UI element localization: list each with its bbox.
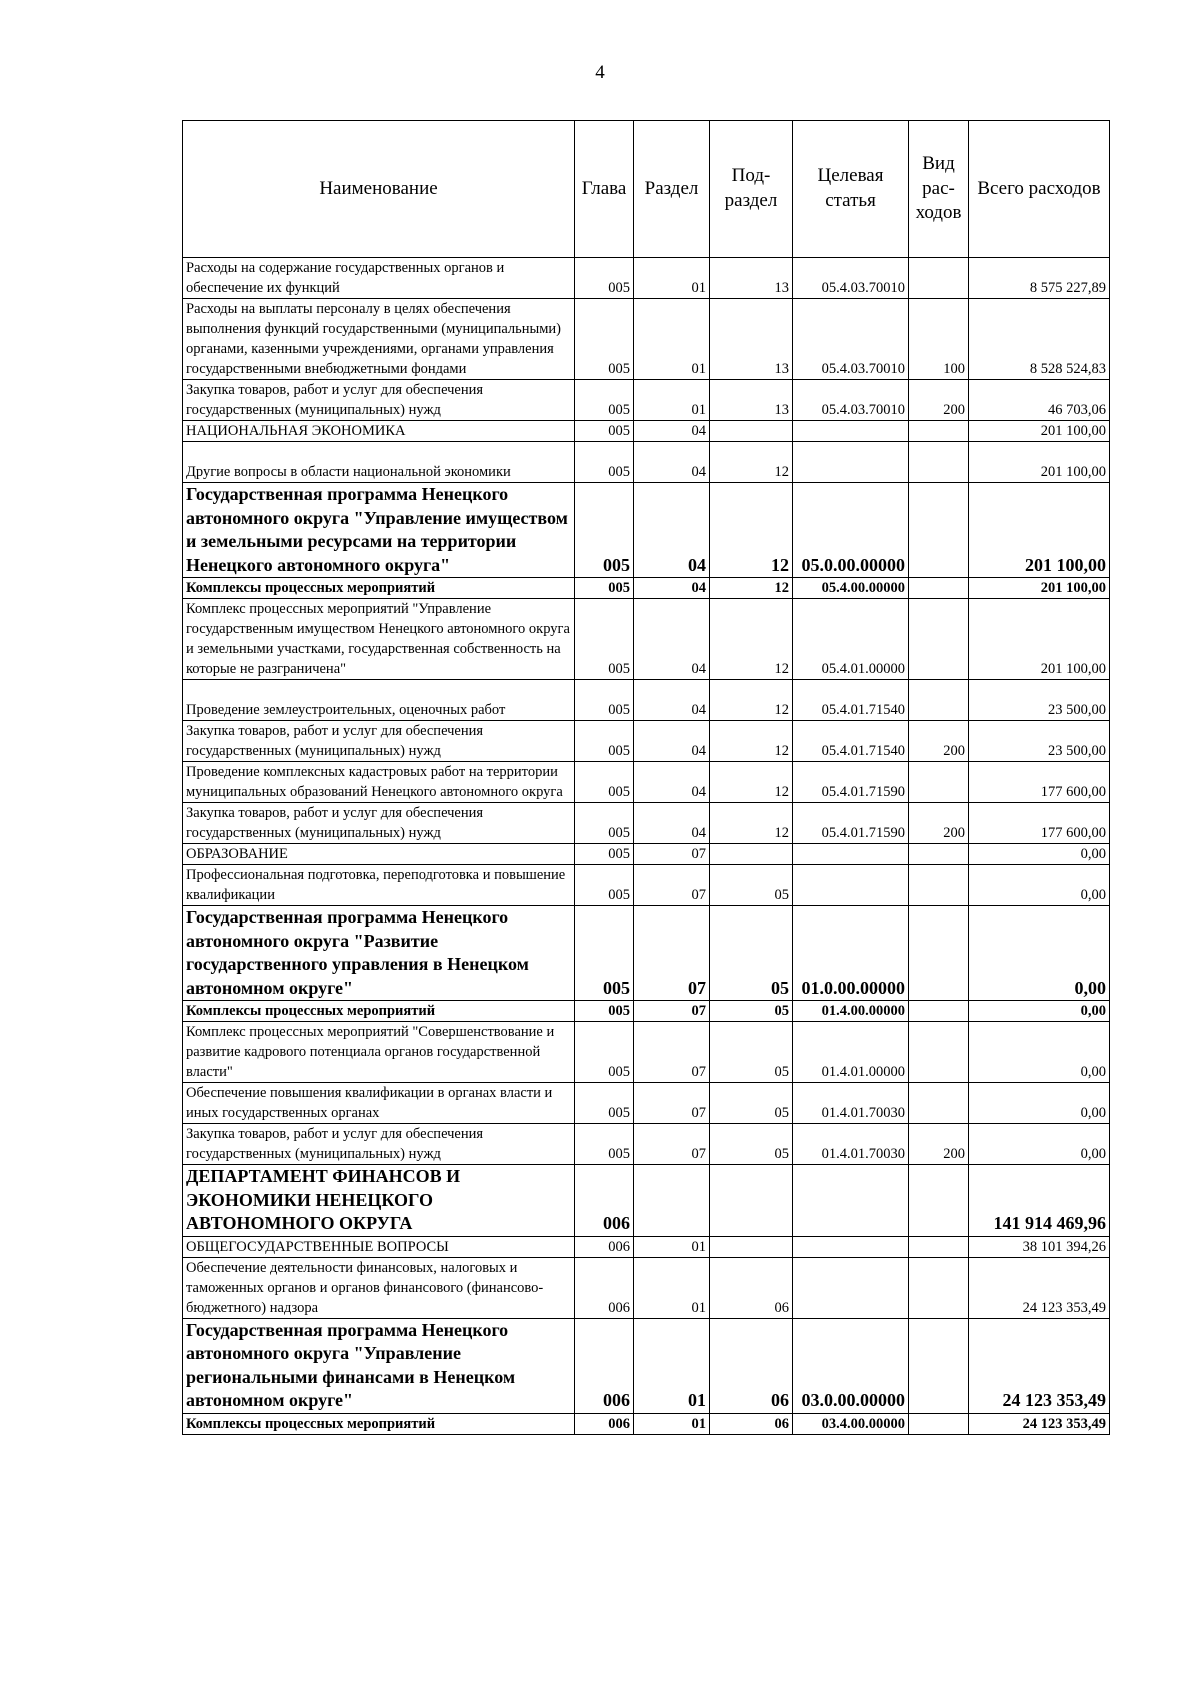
cell-podrazdel: 05 [710, 1124, 793, 1165]
cell-target: 05.4.01.71590 [793, 762, 909, 803]
cell-razdel: 01 [634, 1318, 710, 1413]
cell-target: 05.4.01.71540 [793, 680, 909, 721]
cell-target: 05.4.01.00000 [793, 599, 909, 680]
cell-vid [909, 865, 969, 906]
cell-total: 0,00 [969, 1001, 1110, 1022]
cell-total: 23 500,00 [969, 721, 1110, 762]
cell-glava: 005 [575, 258, 634, 299]
cell-vid: 200 [909, 1124, 969, 1165]
cell-total: 201 100,00 [969, 599, 1110, 680]
cell-podrazdel: 13 [710, 299, 793, 380]
cell-glava: 005 [575, 680, 634, 721]
table-row [183, 844, 1110, 865]
cell-glava: 005 [575, 1083, 634, 1124]
cell-vid [909, 1236, 969, 1257]
cell-total: 201 100,00 [969, 578, 1110, 599]
cell-name: ДЕПАРТАМЕНТ ФИНАНСОВ И ЭКОНОМИКИ НЕНЕЦКОГО АВТОНОМНОГО ОКРУГА [183, 1165, 575, 1237]
cell-razdel: 07 [634, 1001, 710, 1022]
cell-total: 38 101 394,26 [969, 1236, 1110, 1257]
cell-vid [909, 1318, 969, 1413]
header-razdel: Раздел [634, 121, 710, 258]
cell-razdel: 01 [634, 258, 710, 299]
cell-target: 03.0.00.00000 [793, 1318, 909, 1413]
cell-total: 177 600,00 [969, 803, 1110, 844]
cell-target [793, 1236, 909, 1257]
cell-glava: 005 [575, 483, 634, 578]
cell-name: Государственная программа Ненецкого автономного округа "Управление региональными финансами в Ненецком автономном округе" [183, 1318, 575, 1413]
table-row [183, 1001, 1110, 1022]
table-row [183, 380, 1110, 421]
cell-total: 201 100,00 [969, 442, 1110, 483]
cell-name: Закупка товаров, работ и услуг для обеспечения государственных (муниципальных) нужд [183, 1124, 575, 1165]
cell-target: 05.4.00.00000 [793, 578, 909, 599]
cell-name: Закупка товаров, работ и услуг для обеспечения государственных (муниципальных) нужд [183, 803, 575, 844]
cell-target: 01.4.01.70030 [793, 1083, 909, 1124]
cell-podrazdel [710, 1165, 793, 1237]
cell-glava: 006 [575, 1257, 634, 1318]
cell-razdel: 07 [634, 865, 710, 906]
cell-target [793, 844, 909, 865]
cell-glava: 005 [575, 1124, 634, 1165]
cell-vid: 200 [909, 380, 969, 421]
cell-vid [909, 844, 969, 865]
cell-podrazdel: 12 [710, 803, 793, 844]
cell-razdel: 04 [634, 442, 710, 483]
table-row [183, 1318, 1110, 1413]
cell-name: Профессиональная подготовка, переподготовка и повышение квалификации [183, 865, 575, 906]
table-row [183, 721, 1110, 762]
header-total: Всего расходов [969, 121, 1110, 258]
cell-podrazdel: 13 [710, 258, 793, 299]
cell-vid [909, 258, 969, 299]
cell-target: 01.4.00.00000 [793, 1001, 909, 1022]
cell-razdel: 04 [634, 599, 710, 680]
cell-podrazdel: 12 [710, 680, 793, 721]
cell-name: НАЦИОНАЛЬНАЯ ЭКОНОМИКА [183, 421, 575, 442]
cell-razdel: 04 [634, 421, 710, 442]
cell-podrazdel: 06 [710, 1318, 793, 1413]
header-podrazdel: Под- раздел [710, 121, 793, 258]
cell-name: ОБЩЕГОСУДАРСТВЕННЫЕ ВОПРОСЫ [183, 1236, 575, 1257]
cell-target [793, 421, 909, 442]
cell-razdel: 07 [634, 906, 710, 1001]
cell-vid [909, 1022, 969, 1083]
cell-podrazdel: 05 [710, 906, 793, 1001]
cell-name: Другие вопросы в области национальной экономики [183, 442, 575, 483]
cell-podrazdel: 12 [710, 762, 793, 803]
cell-vid [909, 1083, 969, 1124]
cell-razdel: 04 [634, 578, 710, 599]
table-row [183, 258, 1110, 299]
cell-vid: 200 [909, 803, 969, 844]
cell-total: 8 575 227,89 [969, 258, 1110, 299]
cell-target: 01.0.00.00000 [793, 906, 909, 1001]
cell-total: 0,00 [969, 1022, 1110, 1083]
cell-total: 0,00 [969, 1083, 1110, 1124]
cell-glava: 005 [575, 599, 634, 680]
cell-podrazdel: 13 [710, 380, 793, 421]
cell-total: 8 528 524,83 [969, 299, 1110, 380]
cell-total: 23 500,00 [969, 680, 1110, 721]
cell-name: Комплекс процессных мероприятий "Управление государственным имуществом Ненецкого автономного округа и земельными участками, государственная собственность на которые не разграничена" [183, 599, 575, 680]
cell-name: Проведение землеустроительных, оценочных работ [183, 680, 575, 721]
cell-podrazdel: 05 [710, 1022, 793, 1083]
table-row [183, 865, 1110, 906]
cell-vid [909, 483, 969, 578]
cell-name: Государственная программа Ненецкого автономного округа "Развитие государственного управления в Ненецком автономном округе" [183, 906, 575, 1001]
cell-glava: 005 [575, 578, 634, 599]
cell-total: 177 600,00 [969, 762, 1110, 803]
cell-total: 201 100,00 [969, 483, 1110, 578]
table-row [183, 421, 1110, 442]
cell-target: 05.4.03.70010 [793, 380, 909, 421]
cell-target: 01.4.01.00000 [793, 1022, 909, 1083]
table-body [183, 258, 1110, 1435]
cell-name: ОБРАЗОВАНИЕ [183, 844, 575, 865]
table-row [183, 299, 1110, 380]
cell-vid [909, 1413, 969, 1434]
cell-glava: 006 [575, 1318, 634, 1413]
cell-podrazdel [710, 844, 793, 865]
cell-glava: 005 [575, 1022, 634, 1083]
cell-glava: 005 [575, 421, 634, 442]
cell-target: 05.4.01.71540 [793, 721, 909, 762]
table-row [183, 442, 1110, 483]
cell-glava: 005 [575, 803, 634, 844]
cell-podrazdel: 05 [710, 865, 793, 906]
cell-razdel: 01 [634, 1413, 710, 1434]
cell-podrazdel: 06 [710, 1257, 793, 1318]
table-row [183, 1165, 1110, 1237]
cell-vid [909, 680, 969, 721]
cell-glava: 006 [575, 1236, 634, 1257]
table-header-row [183, 121, 1110, 258]
cell-name: Проведение комплексных кадастровых работ на территории муниципальных образований Ненецкого автономного округа [183, 762, 575, 803]
cell-razdel: 04 [634, 680, 710, 721]
table-row [183, 680, 1110, 721]
cell-vid [909, 1165, 969, 1237]
cell-name: Комплексы процессных мероприятий [183, 1413, 575, 1434]
cell-total: 46 703,06 [969, 380, 1110, 421]
cell-glava: 005 [575, 906, 634, 1001]
cell-vid [909, 578, 969, 599]
table-row [183, 1124, 1110, 1165]
cell-vid [909, 906, 969, 1001]
cell-razdel: 01 [634, 1257, 710, 1318]
header-glava: Глава [575, 121, 634, 258]
table-row [183, 1083, 1110, 1124]
cell-target [793, 1165, 909, 1237]
cell-razdel: 07 [634, 1124, 710, 1165]
cell-razdel: 07 [634, 844, 710, 865]
table-row [183, 599, 1110, 680]
cell-target [793, 865, 909, 906]
cell-podrazdel: 12 [710, 599, 793, 680]
cell-name: Обеспечение повышения квалификации в органах власти и иных государственных органах [183, 1083, 575, 1124]
cell-total: 24 123 353,49 [969, 1257, 1110, 1318]
cell-target: 01.4.01.70030 [793, 1124, 909, 1165]
cell-total: 141 914 469,96 [969, 1165, 1110, 1237]
page-number: 4 [595, 62, 605, 83]
cell-razdel: 01 [634, 1236, 710, 1257]
cell-glava: 005 [575, 299, 634, 380]
cell-total: 24 123 353,49 [969, 1318, 1110, 1413]
table-row [183, 803, 1110, 844]
cell-podrazdel: 12 [710, 721, 793, 762]
cell-vid [909, 762, 969, 803]
cell-vid [909, 1257, 969, 1318]
cell-name: Государственная программа Ненецкого автономного округа "Управление имуществом и земельными ресурсами на территории Ненецкого автономного округа" [183, 483, 575, 578]
cell-total: 0,00 [969, 844, 1110, 865]
cell-vid: 100 [909, 299, 969, 380]
cell-podrazdel [710, 421, 793, 442]
cell-glava: 005 [575, 762, 634, 803]
table-row [183, 906, 1110, 1001]
cell-glava: 005 [575, 865, 634, 906]
cell-name: Закупка товаров, работ и услуг для обеспечения государственных (муниципальных) нужд [183, 721, 575, 762]
cell-razdel: 07 [634, 1083, 710, 1124]
cell-vid [909, 1001, 969, 1022]
cell-total: 0,00 [969, 865, 1110, 906]
cell-target: 05.4.03.70010 [793, 258, 909, 299]
cell-podrazdel: 06 [710, 1413, 793, 1434]
cell-vid: 200 [909, 721, 969, 762]
cell-total: 0,00 [969, 1124, 1110, 1165]
cell-razdel: 04 [634, 483, 710, 578]
cell-glava: 005 [575, 1001, 634, 1022]
header-vid: Вид рас- ходов [909, 121, 969, 258]
table-row [183, 1413, 1110, 1434]
cell-target: 05.4.03.70010 [793, 299, 909, 380]
cell-total: 0,00 [969, 906, 1110, 1001]
cell-target [793, 1257, 909, 1318]
header-name: Наименование [183, 121, 575, 258]
table-row [183, 1236, 1110, 1257]
cell-name: Комплексы процессных мероприятий [183, 1001, 575, 1022]
cell-podrazdel: 05 [710, 1001, 793, 1022]
cell-name: Комплекс процессных мероприятий "Совершенствование и развитие кадрового потенциала органов государственной власти" [183, 1022, 575, 1083]
cell-razdel: 01 [634, 380, 710, 421]
cell-total: 24 123 353,49 [969, 1413, 1110, 1434]
cell-target: 05.0.00.00000 [793, 483, 909, 578]
cell-podrazdel: 12 [710, 578, 793, 599]
cell-razdel: 01 [634, 299, 710, 380]
cell-vid [909, 599, 969, 680]
table-row [183, 578, 1110, 599]
cell-razdel [634, 1165, 710, 1237]
cell-podrazdel: 05 [710, 1083, 793, 1124]
cell-podrazdel [710, 1236, 793, 1257]
cell-target: 03.4.00.00000 [793, 1413, 909, 1434]
cell-vid [909, 442, 969, 483]
cell-glava: 005 [575, 844, 634, 865]
cell-razdel: 04 [634, 762, 710, 803]
cell-name: Расходы на содержание государственных органов и обеспечение их функций [183, 258, 575, 299]
table-row [183, 483, 1110, 578]
cell-razdel: 07 [634, 1022, 710, 1083]
cell-podrazdel: 12 [710, 442, 793, 483]
cell-glava: 005 [575, 442, 634, 483]
cell-razdel: 04 [634, 721, 710, 762]
cell-glava: 005 [575, 380, 634, 421]
table-row [183, 762, 1110, 803]
cell-name: Закупка товаров, работ и услуг для обеспечения государственных (муниципальных) нужд [183, 380, 575, 421]
header-target: Целевая статья [793, 121, 909, 258]
cell-name: Комплексы процессных мероприятий [183, 578, 575, 599]
cell-total: 201 100,00 [969, 421, 1110, 442]
cell-target: 05.4.01.71590 [793, 803, 909, 844]
cell-razdel: 04 [634, 803, 710, 844]
table-row [183, 1257, 1110, 1318]
budget-table [182, 120, 1110, 1435]
cell-name: Обеспечение деятельности финансовых, налоговых и таможенных органов и органов финансового (финансово-бюджетного) надзора [183, 1257, 575, 1318]
table-row [183, 1022, 1110, 1083]
cell-target [793, 442, 909, 483]
cell-glava: 006 [575, 1413, 634, 1434]
cell-glava: 005 [575, 721, 634, 762]
cell-name: Расходы на выплаты персоналу в целях обеспечения выполнения функций государственными (муниципальными) органами, казенными учреждениями, органами управления государственными внебюджетными фондами [183, 299, 575, 380]
cell-vid [909, 421, 969, 442]
cell-podrazdel: 12 [710, 483, 793, 578]
cell-glava: 006 [575, 1165, 634, 1237]
